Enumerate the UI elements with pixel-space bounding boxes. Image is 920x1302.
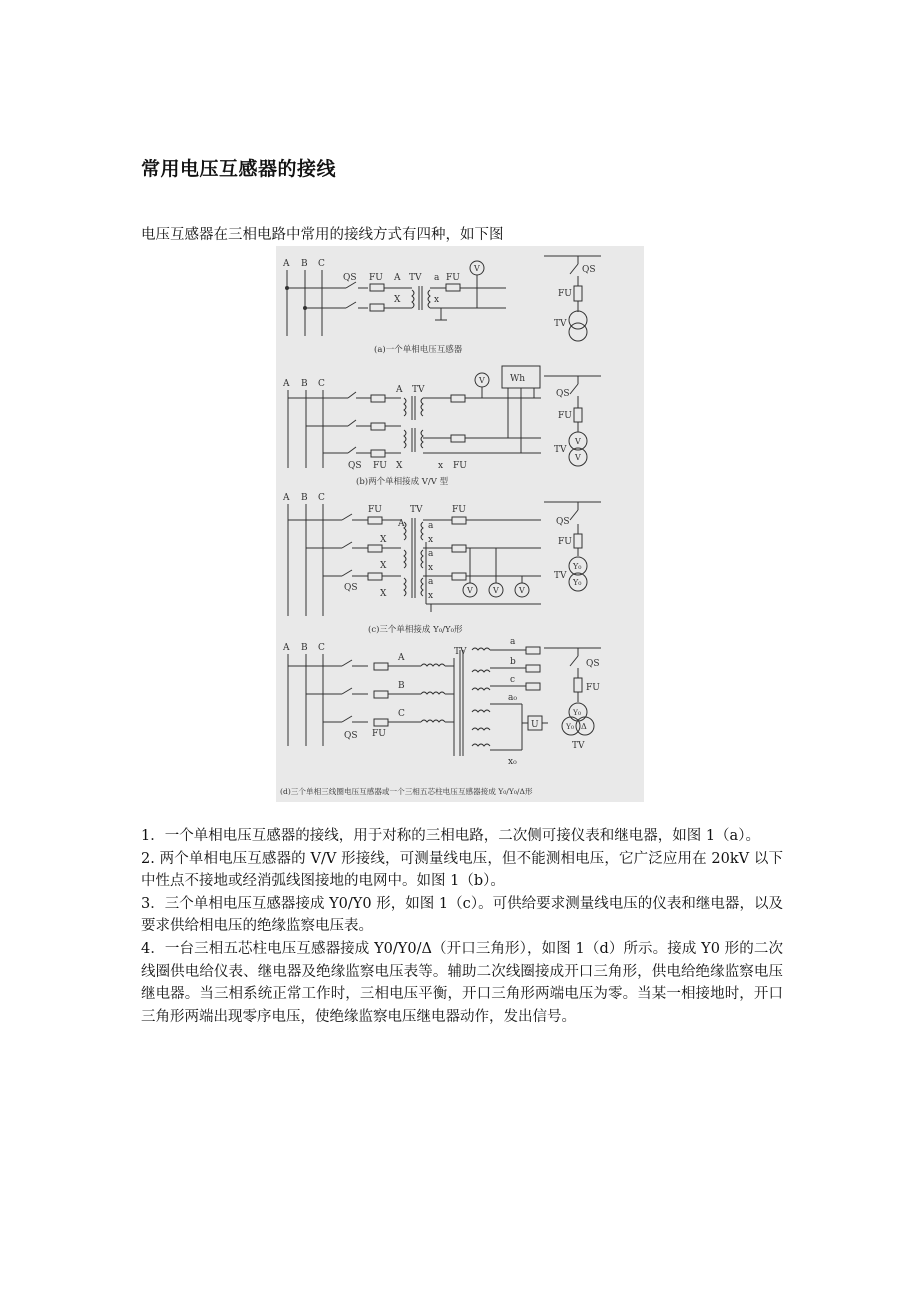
label-x0-d: x₀ [508, 757, 517, 767]
label-x-c1: x [428, 535, 434, 545]
label-B-c: B [301, 493, 308, 503]
intro-text: 电压互感器在三相电路中常用的接线方式有四种，如下图 [141, 227, 504, 243]
label-C-d: C [318, 643, 325, 653]
label-FU-sec: FU [446, 273, 460, 283]
label-A-c: A [283, 493, 290, 503]
label-Y0-d2: Y₀ [566, 722, 574, 731]
label-A-b2: A [396, 385, 403, 395]
label-B: B [301, 259, 308, 269]
body-text [141, 825, 783, 1028]
label-U: U [531, 720, 539, 730]
label-FU: FU [369, 273, 383, 283]
label-x-b: x [438, 461, 444, 471]
diagram-a [282, 256, 601, 355]
label-X-c3: X [380, 589, 387, 599]
label-A-c1: A [398, 519, 405, 529]
caption-d: (d)三个单相三线圈电压互感器或一个三相五芯柱电压互感器接成 Y₀/Y₀/Δ形 [280, 787, 533, 796]
label-X-c2: X [380, 561, 387, 571]
label-Y0-d1: Y₀ [573, 708, 581, 717]
paragraph-2: 2. 两个单相电压互感器的 V/V 形接线，可测量线电压，但不能测相电压，它广泛应用在 20kV 以下中性点不接地或经消弧线图接地的电网中。如图 1（b）。 [141, 850, 783, 890]
label-FU-d: FU [372, 729, 386, 739]
label-Y0-c2: Y₀ [573, 578, 582, 587]
caption-b: (b)两个单相接成 V/V 型 [356, 477, 449, 487]
label-V-br2: V [575, 453, 581, 462]
page-title: 常用电压互感器的接线 [141, 158, 337, 180]
paragraph-4: 4．一台三相五芯柱电压互感器接成 Y0/Y0/Δ（开口三角形），如图 1（d）所示。接成 Y0 形的二次线圈供电给仪表、继电器及绝缘监察电压表等。辅助二次线圈接成开口三角形，供电给绝缘监察电压继电器。当三相系统正常工作时，三相电压平衡，开口三角形两端电压为零。当某一相接地时，开口三角形两端出现零序电压，使绝缘监察电压继电器动作，发出信号。 [141, 940, 783, 1025]
label-QS-b: QS [348, 461, 362, 471]
label-B-b: B [301, 379, 308, 389]
label-X-c1: X [380, 535, 387, 545]
label-V-c3: V [519, 586, 525, 595]
wiring-diagram-figure [276, 246, 644, 802]
label-QS-cr: QS [556, 517, 570, 527]
label-QS-r: QS [582, 265, 596, 275]
label-A-b: A [283, 379, 290, 389]
label-V-b: V [479, 376, 485, 385]
label-FU-b: FU [373, 461, 387, 471]
caption-a: (a)一个单相电压互感器 [374, 345, 463, 355]
label-A-d: A [283, 643, 290, 653]
label-TV-b: TV [412, 385, 425, 395]
label-TV-br: TV [554, 445, 567, 455]
label-V: V [474, 264, 480, 273]
label-QS-c: QS [344, 583, 358, 593]
label-FU-r: FU [558, 289, 572, 299]
label-TV-cr: TV [554, 571, 567, 581]
label-V-c1: V [467, 586, 473, 595]
diagram-b [282, 366, 601, 487]
label-a-c1: a [428, 521, 434, 531]
label-FU-cr: FU [558, 537, 572, 547]
label-QS-br: QS [556, 389, 570, 399]
label-c-d: c [510, 675, 516, 685]
label-X-primary: X [394, 295, 401, 305]
label-A-primary: A [394, 273, 401, 283]
label-Y0-c1: Y₀ [573, 562, 582, 571]
label-TV-d: TV [454, 647, 467, 657]
label-B-d1: B [398, 681, 405, 691]
diagram-c [282, 493, 601, 635]
label-x: x [434, 295, 440, 305]
paragraph-3: 3．三个单相电压互感器接成 Y0/Y0 形，如图 1（c）。可供给要求测量线电压的仪表和继电器，以及要求供给相电压的绝缘监察电压表。 [141, 895, 783, 935]
label-a-c3: a [428, 577, 434, 587]
label-TV-c: TV [410, 505, 423, 515]
label-B-d: B [301, 643, 308, 653]
label-C-c: C [318, 493, 325, 503]
label-X-b: X [396, 461, 403, 471]
label-A-d1: A [398, 653, 405, 663]
label-FU-br: FU [558, 411, 572, 421]
label-C-d1: C [398, 709, 405, 719]
label-TV-r: TV [554, 319, 567, 329]
label-QS-dr: QS [586, 659, 600, 669]
label-V-c2: V [493, 586, 499, 595]
label-TV-dr: TV [572, 741, 585, 751]
label-Wh: Wh [510, 374, 526, 384]
label-FU-c2: FU [452, 505, 466, 515]
label-a0-d: a₀ [508, 693, 517, 703]
label-TV: TV [409, 273, 422, 283]
label-a: a [434, 273, 440, 283]
label-b-d: b [510, 657, 516, 667]
label-delta-d: Δ [581, 722, 587, 731]
label-a-c2: a [428, 549, 434, 559]
label-QS-d: QS [344, 731, 358, 741]
label-a-d: a [510, 637, 516, 647]
label-C: C [318, 259, 325, 269]
label-x-c2: x [428, 563, 434, 573]
diagram-d [280, 637, 601, 796]
paragraph-1: 1．一个单相电压互感器的接线，用于对称的三相电路，二次侧可接仪表和继电器，如图 1（a）。 [141, 828, 760, 844]
label-QS: QS [343, 273, 357, 283]
label-FU-c: FU [368, 505, 382, 515]
label-x-c3: x [428, 591, 434, 601]
caption-c: (c)三个单相接成 Y₀/Y₀形 [368, 625, 463, 635]
label-V-br1: V [575, 437, 581, 446]
label-FU-dr: FU [586, 683, 600, 693]
label-C-b: C [318, 379, 325, 389]
label-FU-b2: FU [453, 461, 467, 471]
label-A: A [283, 259, 290, 269]
